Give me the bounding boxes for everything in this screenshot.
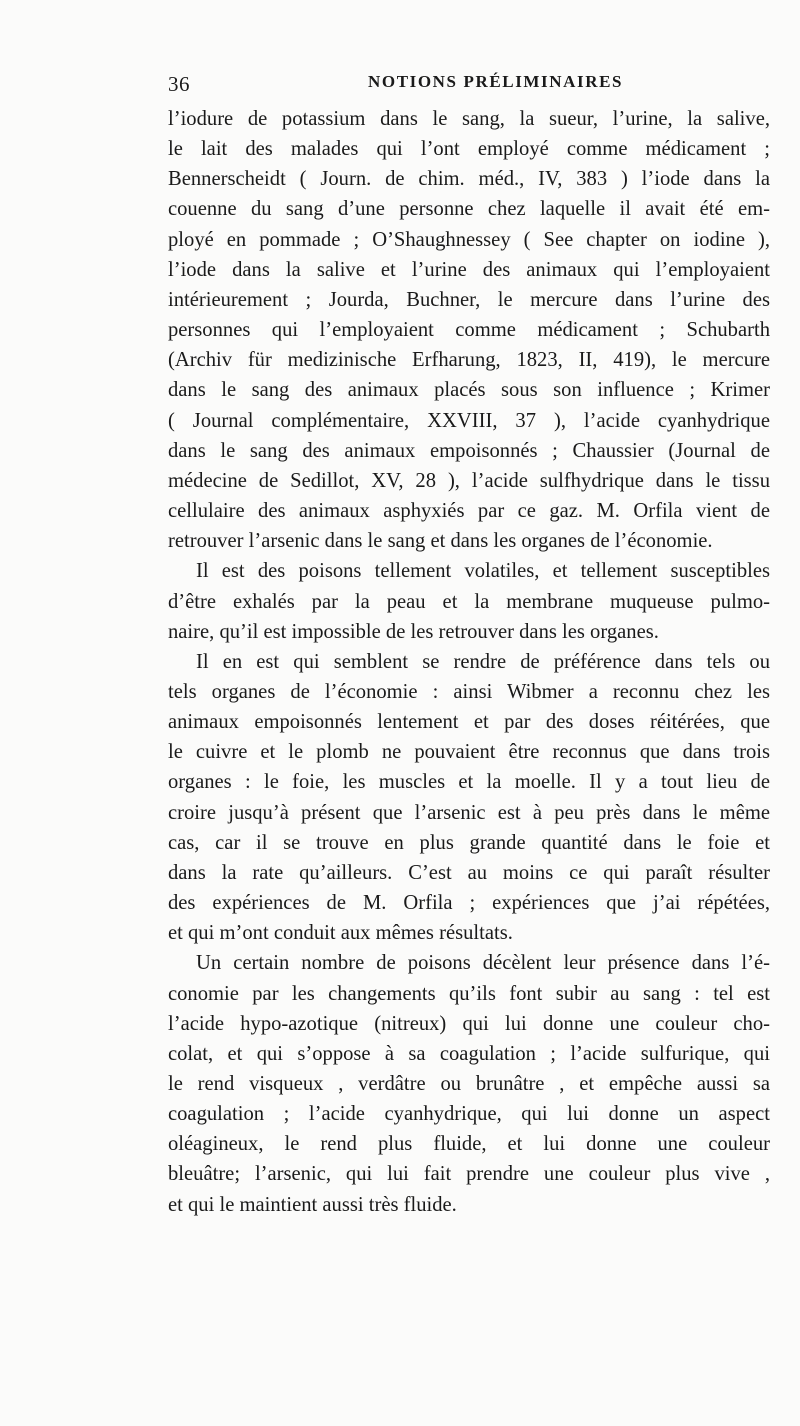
running-head-title: NOTIONS PRÉLIMINAIRES bbox=[368, 72, 624, 91]
text-line: l’acide hypo-azotique (nitreux) qui lui donne une couleur cho- bbox=[168, 1012, 770, 1035]
text-line: le rend visqueux , verdâtre ou brunâtre , et empêche aussi sa bbox=[168, 1073, 770, 1095]
text-line: croire jusqu’à présent que l’arsenic est à peu près dans le même bbox=[168, 801, 770, 824]
text-line: naire, qu’il est impossible de les retrouver dans les organes. bbox=[168, 620, 659, 643]
paragraph-2 bbox=[168, 556, 770, 646]
text-line: organes : le foie, les muscles et la moelle. Il y a tout lieu de bbox=[168, 771, 770, 794]
text-line: Bennerscheidt ( Journ. de chim. méd., IV, 383 ) l’iode dans la bbox=[168, 168, 770, 191]
text-line: et qui m’ont conduit aux mêmes résultats. bbox=[168, 922, 513, 945]
paragraph-1 bbox=[168, 104, 770, 556]
text-line: intérieurement ; Jourda, Buchner, le mercure dans l’urine des bbox=[168, 288, 770, 311]
text-line: Il est des poisons tellement volatiles, et tellement susceptibles bbox=[196, 560, 770, 583]
text-line: dans la rate qu’ailleurs. C’est au moins ce qui paraît résulter bbox=[168, 861, 770, 884]
running-head bbox=[168, 72, 768, 108]
text-line: le cuivre et le plomb ne pouvaient être reconnus que dans trois bbox=[168, 741, 770, 764]
text-line: Il en est qui semblent se rendre de préférence dans tels ou bbox=[196, 650, 770, 673]
text-line: retrouver l’arsenic dans le sang et dans les organes de l’économie. bbox=[168, 530, 713, 553]
text-line: conomie par les changements qu’ils font subir au sang : tel est bbox=[168, 982, 770, 1005]
paragraph-4 bbox=[168, 948, 770, 1219]
text-line: personnes qui l’employaient comme médicament ; Schubarth bbox=[168, 319, 770, 342]
text-line: médecine de Sedillot, XV, 28 ), l’acide sulfhydrique dans le tissu bbox=[168, 469, 770, 492]
text-line: d’être exhalés par la peau et la membrane muqueuse pulmo- bbox=[168, 590, 770, 613]
text-line: ployé en pommade ; O’Shaughnessey ( See chapter on iodine ), bbox=[168, 228, 770, 251]
text-line: cellulaire des animaux asphyxiés par ce gaz. M. Orfila vient de bbox=[168, 500, 770, 523]
text-line: colat, et qui s’oppose à sa coagulation ; l’acide sulfurique, qui bbox=[168, 1042, 770, 1065]
text-line: bleuâtre; l’arsenic, qui lui fait prendre une couleur plus vive , bbox=[168, 1163, 770, 1186]
page-number: 36 bbox=[168, 72, 190, 96]
text-line: et qui le maintient aussi très fluide. bbox=[168, 1193, 457, 1216]
paragraph-3 bbox=[168, 647, 770, 949]
text-line: tels organes de l’économie : ainsi Wibmer a reconnu chez les bbox=[168, 680, 770, 703]
text-line: dans le sang des animaux placés sous son influence ; Krimer bbox=[168, 379, 770, 402]
text-line: animaux empoisonnés lentement et par des doses réitérées, que bbox=[168, 711, 770, 734]
text-line: le lait des malades qui l’ont employé comme médicament ; bbox=[168, 138, 770, 161]
text-line: dans le sang des animaux empoisonnés ; Chaussier (Journal de bbox=[168, 439, 770, 462]
body-text bbox=[168, 104, 770, 1220]
text-line: (Archiv für medizinische Erfharung, 1823, II, 419), le mercure bbox=[168, 349, 770, 372]
text-line: l’iodure de potassium dans le sang, la sueur, l’urine, la salive, bbox=[168, 108, 770, 130]
text-line: oléagineux, le rend plus fluide, et lui donne une couleur bbox=[168, 1133, 770, 1156]
text-line: coagulation ; l’acide cyanhydrique, qui lui donne un aspect bbox=[168, 1103, 770, 1126]
text-line: des expériences de M. Orfila ; expériences que j’ai répétées, bbox=[168, 892, 770, 915]
text-line: l’iode dans la salive et l’urine des animaux qui l’employaient bbox=[168, 258, 770, 281]
text-line: Un certain nombre de poisons décèlent leur présence dans l’é- bbox=[196, 952, 770, 975]
text-line: ( Journal complémentaire, XXVIII, 37 ), l’acide cyanhydrique bbox=[168, 409, 770, 432]
text-line: couenne du sang d’une personne chez laquelle il avait été em- bbox=[168, 198, 770, 221]
text-line: cas, car il se trouve en plus grande quantité dans le foie et bbox=[168, 831, 770, 854]
